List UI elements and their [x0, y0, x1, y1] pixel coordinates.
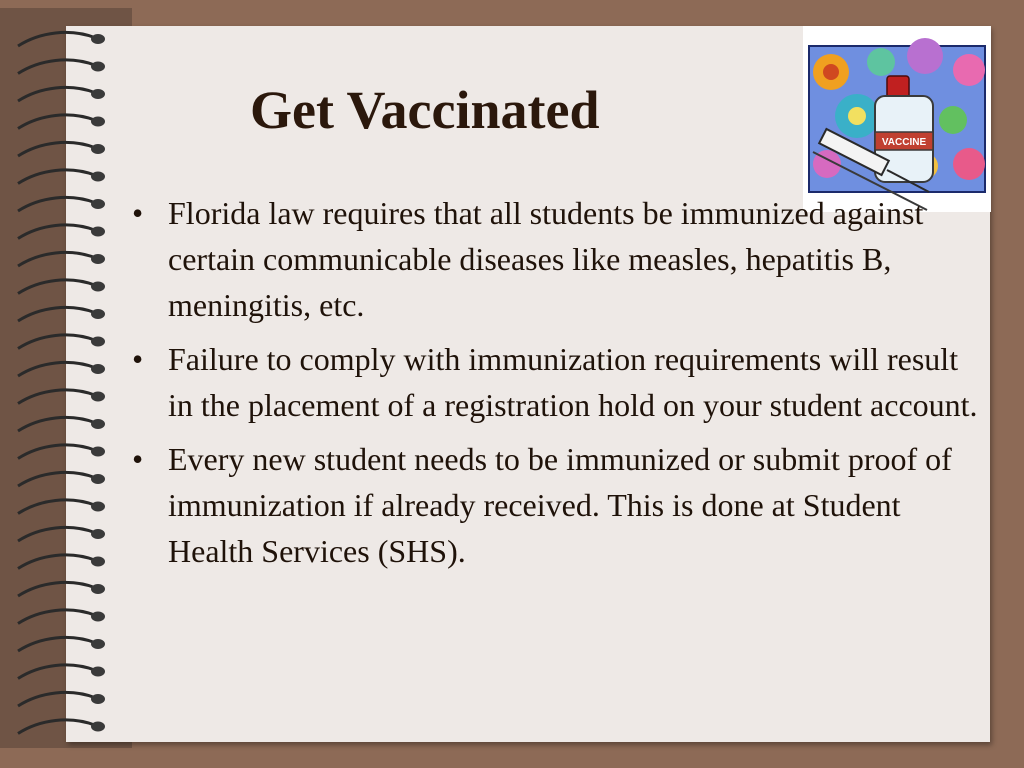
bullet-item [128, 190, 958, 328]
bullet-text: Florida law requires that all students be immunized against certain communicable diseases like measles, hepatitis B, meningitis, etc. [168, 195, 924, 323]
bullet-text: Every new student needs to be immunized or submit proof of immunization if already received. This is done at Student Health Services (SHS). [168, 441, 952, 569]
bullet-item [128, 436, 978, 574]
bullet-list [128, 190, 978, 582]
bullet-marker: • [132, 341, 144, 377]
slide-title: Get Vaccinated [250, 80, 600, 140]
bullet-marker: • [132, 195, 144, 231]
vaccine-clipart [803, 26, 991, 212]
bullet-item [128, 336, 978, 428]
bottle-label: VACCINE [881, 137, 927, 148]
vaccine-bottle-syringe-icon [803, 26, 991, 212]
bullet-marker: • [132, 441, 144, 477]
bullet-text: Failure to comply with immunization requirements will result in the placement of a registration hold on your student account. [168, 341, 978, 423]
